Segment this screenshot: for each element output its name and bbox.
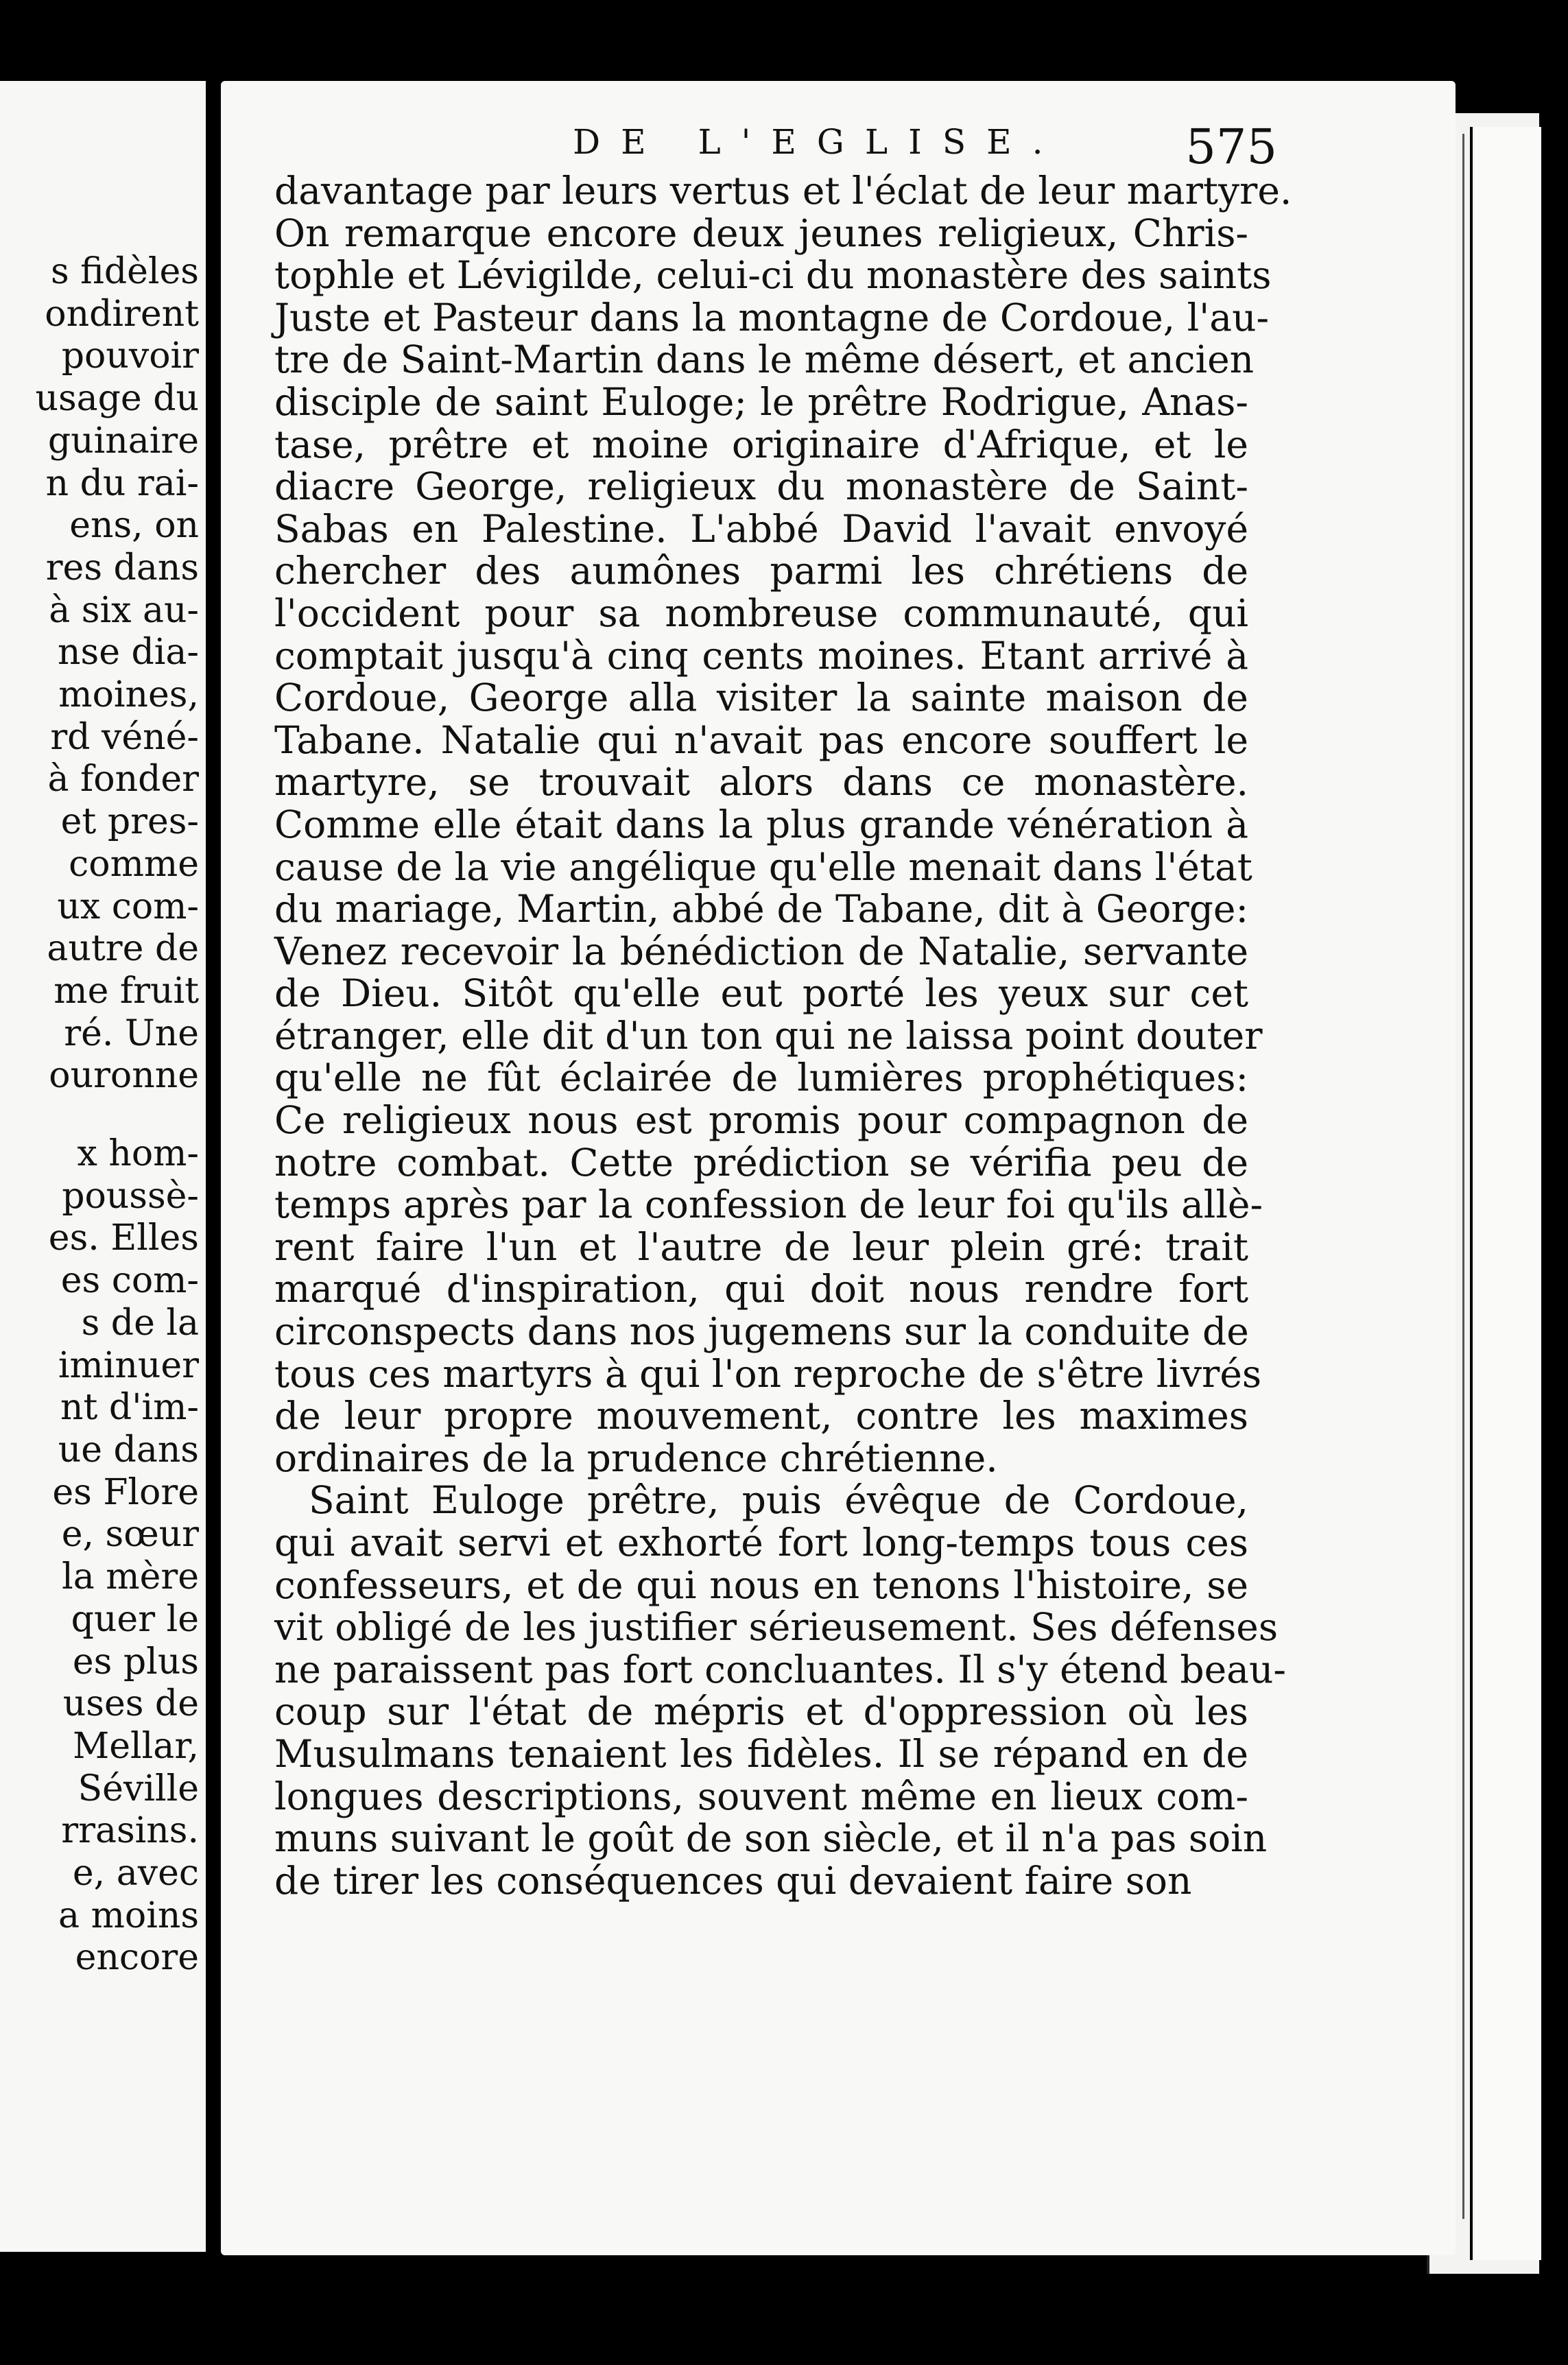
facing-page-line: nse dia- [58, 632, 199, 674]
facing-page-line: s fidèles [50, 251, 199, 292]
text-line: coup sur l'état de mépris et d'oppression où les [274, 1689, 1248, 1734]
facing-page-line: ré. Une [64, 1012, 199, 1054]
text-line: Cordoue, George alla visiter la sainte maison de [274, 676, 1248, 720]
text-line: qu'elle ne fût éclairée de lumières prophétiques: [274, 1056, 1248, 1100]
facing-page-line: uses de [62, 1683, 199, 1725]
body-text [274, 169, 1292, 1903]
facing-page-line: encore [75, 1937, 199, 1979]
facing-page-line: es plus [72, 1641, 199, 1683]
text-line: Juste et Pasteur dans la montagne de Cordoue, l'au- [274, 295, 1270, 340]
text-line: martyre, se trouvait alors dans ce monastère. [274, 760, 1248, 805]
facing-page-line: nt d'im- [60, 1387, 199, 1429]
text-line: tre de Saint-Martin dans le même désert, et ancien [274, 337, 1255, 382]
facing-page-line: es com- [60, 1260, 199, 1302]
text-line: Musulmans tenaient les fidèles. Il se répand en de [274, 1731, 1248, 1776]
text-line: temps après par la confession de leur foi qu'ils allè- [274, 1182, 1263, 1227]
text-line: Sabas en Palestine. L'abbé David l'avait envoyé [274, 506, 1248, 551]
facing-page-line: ondirent [45, 293, 199, 335]
text-line: étranger, elle dit d'un ton qui ne laissa point douter [274, 1013, 1263, 1058]
text-line: davantage par leurs vertus et l'éclat de leur martyre. [274, 169, 1292, 213]
running-title: DE L'EGLISE. [573, 122, 1064, 162]
page-edge-band [1470, 127, 1541, 2260]
facing-page-line: quer le [71, 1598, 199, 1640]
text-line: marqué d'inspiration, qui doit nous rendre fort [274, 1267, 1248, 1311]
facing-page-line: e, sœur [61, 1514, 199, 1556]
text-line: chercher des aumônes parmi les chrétiens de [274, 549, 1248, 593]
facing-page-line: n du rai- [45, 462, 199, 504]
text-line: circonspects dans nos jugemens sur la conduite de [274, 1309, 1249, 1354]
text-line: qui avait servi et exhorté fort long-temps tous ces [274, 1521, 1248, 1565]
facing-page-line: comme [69, 843, 199, 885]
facing-page-line: me fruit [54, 970, 199, 1012]
facing-page-line: poussè- [62, 1175, 199, 1217]
facing-page-line: usage du [35, 378, 199, 420]
text-line: de Dieu. Sitôt qu'elle eut porté les yeux sur cet [274, 971, 1248, 1016]
text-line: tase, prêtre et moine originaire d'Afrique, et le [274, 422, 1248, 466]
facing-page-line: e, avec [72, 1853, 199, 1894]
facing-page-line: ouronne [49, 1055, 199, 1097]
text-line: notre combat. Cette prédiction se vérifia peu de [274, 1140, 1248, 1185]
facing-page-line: pouvoir [61, 335, 199, 377]
facing-page-line: ens, on [69, 505, 199, 547]
text-line: muns suivant le goût de son siècle, et il n'a pas soin [274, 1816, 1268, 1861]
facing-page-line: a moins [58, 1894, 199, 1936]
facing-page-line: autre de [47, 928, 199, 970]
text-line: Ce religieux nous est promis pour compagnon de [274, 1098, 1248, 1143]
facing-page-line: rrasins. [61, 1810, 199, 1852]
text-line: de leur propre mouvement, contre les maximes [274, 1394, 1248, 1438]
facing-page-line: es. Elles [48, 1217, 199, 1259]
facing-page-line: iminuer [58, 1344, 199, 1386]
text-line: On remarque encore deux jeunes religieux, Chris- [274, 211, 1248, 255]
page-number: 575 [1185, 119, 1277, 175]
text-line: ne paraissent pas fort concluantes. Il s'y étend beau- [274, 1647, 1286, 1691]
facing-page-line: la mère [62, 1556, 199, 1598]
text-line: tophle et Lévigilde, celui-ci du monastère des saints [274, 253, 1272, 298]
text-line: du mariage, Martin, abbé de Tabane, dit à George: [274, 887, 1248, 931]
facing-page-line: à six au- [49, 589, 199, 631]
facing-page-line: rd véné- [50, 716, 199, 758]
text-line: Saint Euloge prêtre, puis évêque de Cordoue, [309, 1478, 1248, 1523]
text-line: ordinaires de la prudence chrétienne. [274, 1436, 998, 1480]
text-line: l'occident pour sa nombreuse communauté, qui [274, 591, 1248, 635]
text-line: Venez recevoir la bénédiction de Natalie, servante [274, 929, 1248, 973]
facing-page-line: ue dans [58, 1429, 199, 1471]
facing-page-line: res dans [45, 547, 199, 589]
text-line: disciple de saint Euloge; le prêtre Rodrigue, Anas- [274, 379, 1248, 424]
facing-page-line: Séville [78, 1768, 199, 1809]
facing-page-line: Mellar, [73, 1725, 199, 1767]
text-line: vit obligé de les justifier sérieusement. Ses défenses [274, 1605, 1279, 1650]
facing-page-line: es Flore [52, 1471, 199, 1513]
facing-page-line: guinaire [47, 420, 199, 462]
facing-page-line: s de la [81, 1302, 199, 1344]
facing-page-line: moines, [58, 674, 199, 716]
facing-page-line: x hom- [77, 1133, 199, 1175]
text-line: Comme elle était dans la plus grande vénération à [274, 802, 1248, 846]
text-line: rent faire l'un et l'autre de leur plein gré: trait [274, 1224, 1248, 1269]
facing-page [0, 81, 206, 2252]
text-line: diacre George, religieux du monastère de Saint- [274, 464, 1248, 509]
text-line: cause de la vie angélique qu'elle menait dans l'état [274, 844, 1252, 889]
text-line: de tirer les conséquences qui devaient faire son [274, 1858, 1192, 1903]
facing-page-text [35, 251, 199, 1980]
facing-page-line: et pres- [60, 801, 199, 843]
text-line: tous ces martyrs à qui l'on reproche de s'être livrés [274, 1351, 1262, 1396]
facing-page-line: ux com- [57, 886, 199, 927]
text-line: comptait jusqu'à cinq cents moines. Etant arrivé à [274, 633, 1248, 678]
text-line: Tabane. Natalie qui n'avait pas encore souffert le [274, 717, 1248, 762]
text-line: confesseurs, et de qui nous en tenons l'histoire, se [274, 1562, 1248, 1607]
facing-page-line: à fonder [47, 759, 199, 800]
text-line: longues descriptions, souvent même en lieux com- [274, 1774, 1248, 1818]
